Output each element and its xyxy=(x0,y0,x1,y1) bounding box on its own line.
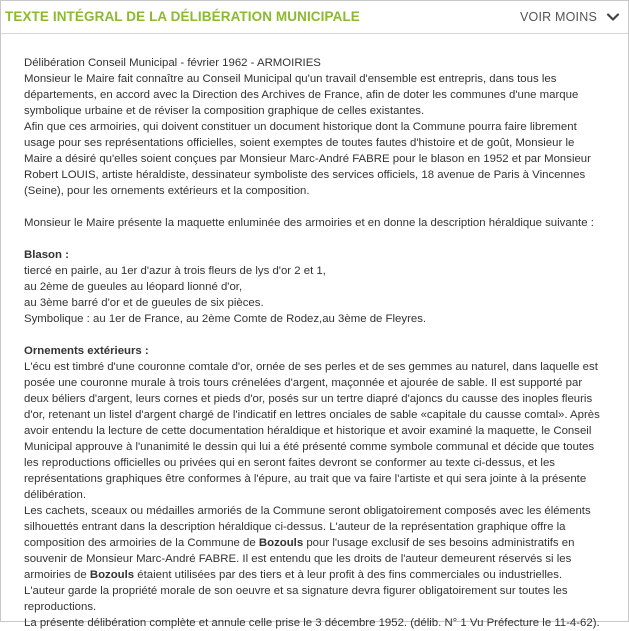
blason-line: au 2ème de gueules au léopard lionné d'or, xyxy=(24,281,243,293)
deliberation-heading: Délibération Conseil Municipal - février 1962 - ARMOIRIES xyxy=(24,57,321,69)
paragraph: La présente délibération complète et annule celle prise le 3 décembre 1952. (délib. N° 1 Vu Préfecture le 11-4-62). xyxy=(24,617,600,629)
voir-moins-toggle[interactable] xyxy=(520,10,620,24)
paragraph: Monsieur le Maire fait connaître au Conseil Municipal qu'un travail d'ensemble est entrepris, dans tous les départements, en accord avec la Direction des Archives de France, afin de doter les communes d'une marque symbolique urbaine et de réviser la composition graphique de celles existantes. xyxy=(24,73,579,117)
blason-line: au 3ème barré d'or et de gueules de six pièces. xyxy=(24,297,264,309)
panel-content xyxy=(5,34,624,629)
panel-header xyxy=(1,1,628,34)
chevron-down-icon[interactable] xyxy=(606,10,620,24)
blason-heading: Blason : xyxy=(24,249,69,261)
commune-name: Bozouls xyxy=(89,569,135,581)
paragraph: Monsieur le Maire présente la maquette enluminée des armoiries et en donne la description héraldique suivante : xyxy=(24,217,594,229)
paragraph: Afin que ces armoiries, qui doivent constituer un document historique dont la Commune pourra faire librement usage pour ses représentations officielles, soient exemptes de toutes fautes d'histoire et de goût, Monsieur le Maire a désiré qu'elles soient conçues par Monsieur Marc-André FABRE pour le blason en 1952 et par Monsieur Robert LOUIS, artiste héraldiste, dessinateur symboliste des services officiels, 18 avenue de Paris à Vincennes (Seine), pour les ornements extérieurs et la composition. xyxy=(24,121,591,197)
voir-moins-label[interactable]: VOIR MOINS xyxy=(519,10,597,24)
paragraph xyxy=(24,503,604,615)
text-run: étaient utilisées par des tiers et à leur profit à des fins commerciales ou industrielles. L'auteur garde la propriété morale de son oeuvre et sa signature devra figurer obligatoirement sur toutes les reproductions. xyxy=(24,569,568,613)
panel-title: TEXTE INTÉGRAL DE LA DÉLIBÉRATION MUNICIPALE xyxy=(5,9,360,24)
commune-name: Bozouls xyxy=(258,537,304,549)
ornements-heading: Ornements extérieurs : xyxy=(24,345,149,357)
deliberation-text xyxy=(24,55,604,631)
blason-line: Symbolique : au 1er de France, au 2ème Comte de Rodez,au 3ème de Fleyres. xyxy=(24,313,427,325)
text-run: pour l'usage exclusif de ses besoins administratifs en souvenir de Monsieur Marc-André FABRE. Il est entendu que les droits de l'auteur demeurent réservés si les armoiries de xyxy=(24,537,575,581)
text-run: Les cachets, sceaux ou médailles armoriés de la Commune seront obligatoirement composés avec les éléments silhouettés entrant dans la description héraldique ci-dessus. L'auteur de la représentation graphique offre la composition des armoiries de la Commune de xyxy=(24,505,591,549)
blason-line: tiercé en pairle, au 1er d'azur à trois fleurs de lys d'or 2 et 1, xyxy=(24,265,326,277)
paragraph: L'écu est timbré d'une couronne comtale d'or, ornée de ses perles et de ses gemmes au naturel, dans laquelle est posée une couronne murale à trois tours crénelées d'argent, maçonnée et ajourée de sable. Il est supporté par deux béliers d'argent, leurs cornes et pieds d'or, posés sur un tertre diapré d'ajoncs du causse des inoples fleuris d'or, retenant un listel d'argent chargé de l'indicatif en lettres onciales de sable «capitale du causse comtal». Après avoir entendu la lecture de cette documentation héraldique et historique et avoir examiné la maquette, le Conseil Municipal approuve à l'unanimité le dessin qui lui a été présenté comme symbole communal et décide que toutes les reproductions officielles ou privées qui en seront faites devront se conformer au texte ci-dessus, et les représentations graphiques être conformes à l'épure, au trait que va faire l'artiste et qui sera jointe à la présente délibération. xyxy=(24,361,600,501)
